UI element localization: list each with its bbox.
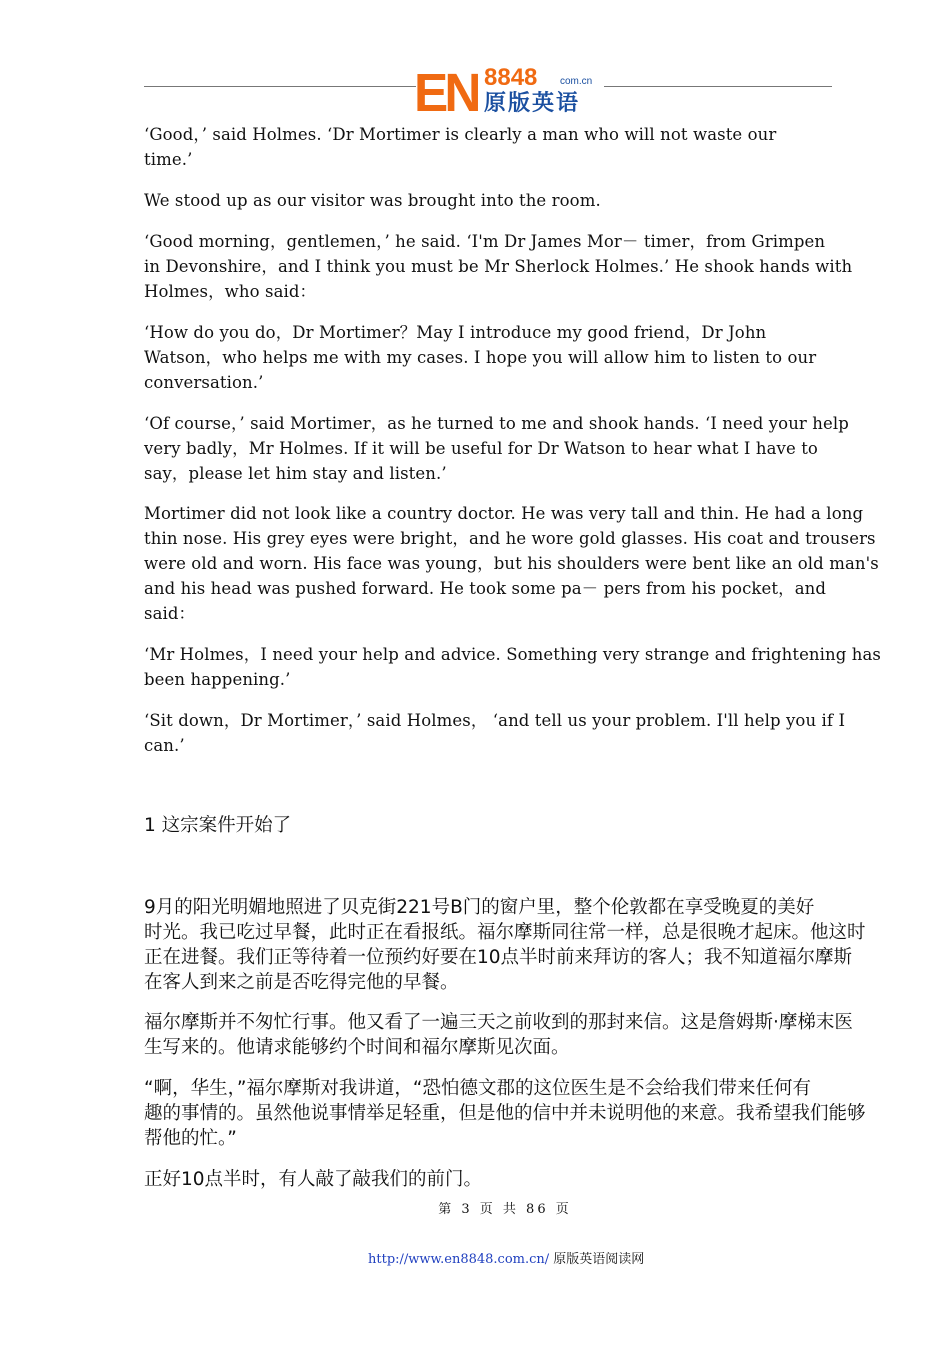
paragraph (144, 708, 884, 758)
paragraph (144, 501, 884, 626)
paragraph (144, 1167, 884, 1192)
text-line: very badly，Mr Holmes. If it will be useful for Dr Watson to hear what I have to (144, 439, 818, 458)
footer-link-line (368, 1248, 644, 1267)
paragraph (144, 642, 884, 692)
paragraph (144, 895, 884, 995)
chapter-heading-text: 1 这宗案件开始了 (144, 815, 292, 836)
text-line: Mortimer did not look like a country doctor. He was very tall and thin. He had a long (144, 504, 864, 523)
text-line: 帮他的忙。” (144, 1128, 237, 1149)
text-line: ‘How do you do，Dr Mortimer？May I introduce my good friend，Dr John (144, 323, 767, 342)
text-line: can.’ (144, 736, 185, 755)
site-url-link[interactable]: http://www.en8848.com.cn/ (368, 1252, 550, 1267)
paragraph (144, 320, 884, 395)
page-number: 第 3 页 共 86 页 (438, 1202, 572, 1217)
paragraph (144, 1076, 884, 1151)
text-line: and his head was pushed forward. He took some pa－ pers from his pocket，and (144, 579, 827, 598)
text-line: 9月的阳光明媚地照进了贝克街221号B门的窗户里，整个伦敦都在享受晚夏的美好 (144, 897, 815, 918)
text-line: 福尔摩斯并不匆忙行事。他又看了一遍三天之前收到的那封来信。这是詹姆斯·摩梯末医 (144, 1012, 853, 1033)
text-line: 时光。我已吃过早餐，此时正在看报纸。福尔摩斯同往常一样，总是很晚才起床。他这时 (144, 922, 866, 943)
logo-domain: com.cn (560, 76, 593, 87)
site-name: 原版英语阅读网 (549, 1252, 645, 1267)
text-line: ‘Mr Holmes，I need your help and advice. Something very strange and frightening has (144, 645, 882, 664)
text-line: “啊，华生，”福尔摩斯对我讲道，“恐怕德文郡的这位医生是不会给我们带来任何有 (144, 1078, 812, 1099)
header-rule-right (604, 86, 832, 87)
text-line: been happening.’ (144, 670, 291, 689)
text-line: said： (144, 604, 196, 623)
site-logo (414, 63, 606, 123)
paragraph (144, 122, 884, 172)
text-line: ‘Good，’ said Holmes. ‘Dr Mortimer is clearly a man who will not waste our (144, 125, 777, 144)
text-line: Holmes，who said： (144, 282, 317, 301)
text-line: in Devonshire，and I think you must be Mr Sherlock Holmes.’ He shook hands with (144, 257, 853, 276)
text-line: ‘Of course，’ said Mortimer，as he turned to me and shook hands. ‘I need your help (144, 414, 849, 433)
text-line: 生写来的。他请求能够约个时间和福尔摩斯见次面。 (144, 1037, 570, 1058)
text-line: time.’ (144, 150, 193, 169)
text-line: conversation.’ (144, 373, 264, 392)
paragraph (144, 1010, 884, 1060)
text-line: ‘Sit down，Dr Mortimer，’ said Holmes， ‘and tell us your problem. I'll help you if I (144, 711, 846, 730)
text-line: thin nose. His grey eyes were bright，and he wore gold glasses. His coat and trousers (144, 529, 876, 548)
paragraph (144, 411, 884, 486)
text-line: 正在进餐。我们正等待着一位预约好要在10点半时前来拜访的客人；我不知道福尔摩斯 (144, 947, 853, 968)
text-line: Watson，who helps me with my cases. I hope you will allow him to listen to our (144, 348, 817, 367)
paragraph (144, 188, 884, 213)
text-line: ‘Good morning，gentlemen，’ he said. ‘I'm Dr James Mor－ timer，from Grimpen (144, 232, 826, 251)
header-rule-left (144, 86, 416, 87)
paragraph (144, 229, 884, 304)
text-line: 趣的事情的。虽然他说事情举足轻重，但是他的信中并未说明他的来意。我希望我们能够 (144, 1103, 866, 1124)
logo-main: EN (414, 63, 478, 123)
text-line: 正好10点半时，有人敲了敲我们的前门。 (144, 1169, 483, 1190)
text-line: were old and worn. His face was young，but his shoulders were bent like an old man's (144, 554, 879, 573)
text-line: 在客人到来之前是否吃得完他的早餐。 (144, 972, 459, 993)
text-line: We stood up as our visitor was brought into the room. (144, 191, 601, 210)
logo-chinese: 原版英语 (484, 91, 581, 116)
logo-number: 8848 (484, 64, 538, 91)
text-line: say，please let him stay and listen.’ (144, 464, 447, 483)
chapter-heading (144, 813, 884, 838)
